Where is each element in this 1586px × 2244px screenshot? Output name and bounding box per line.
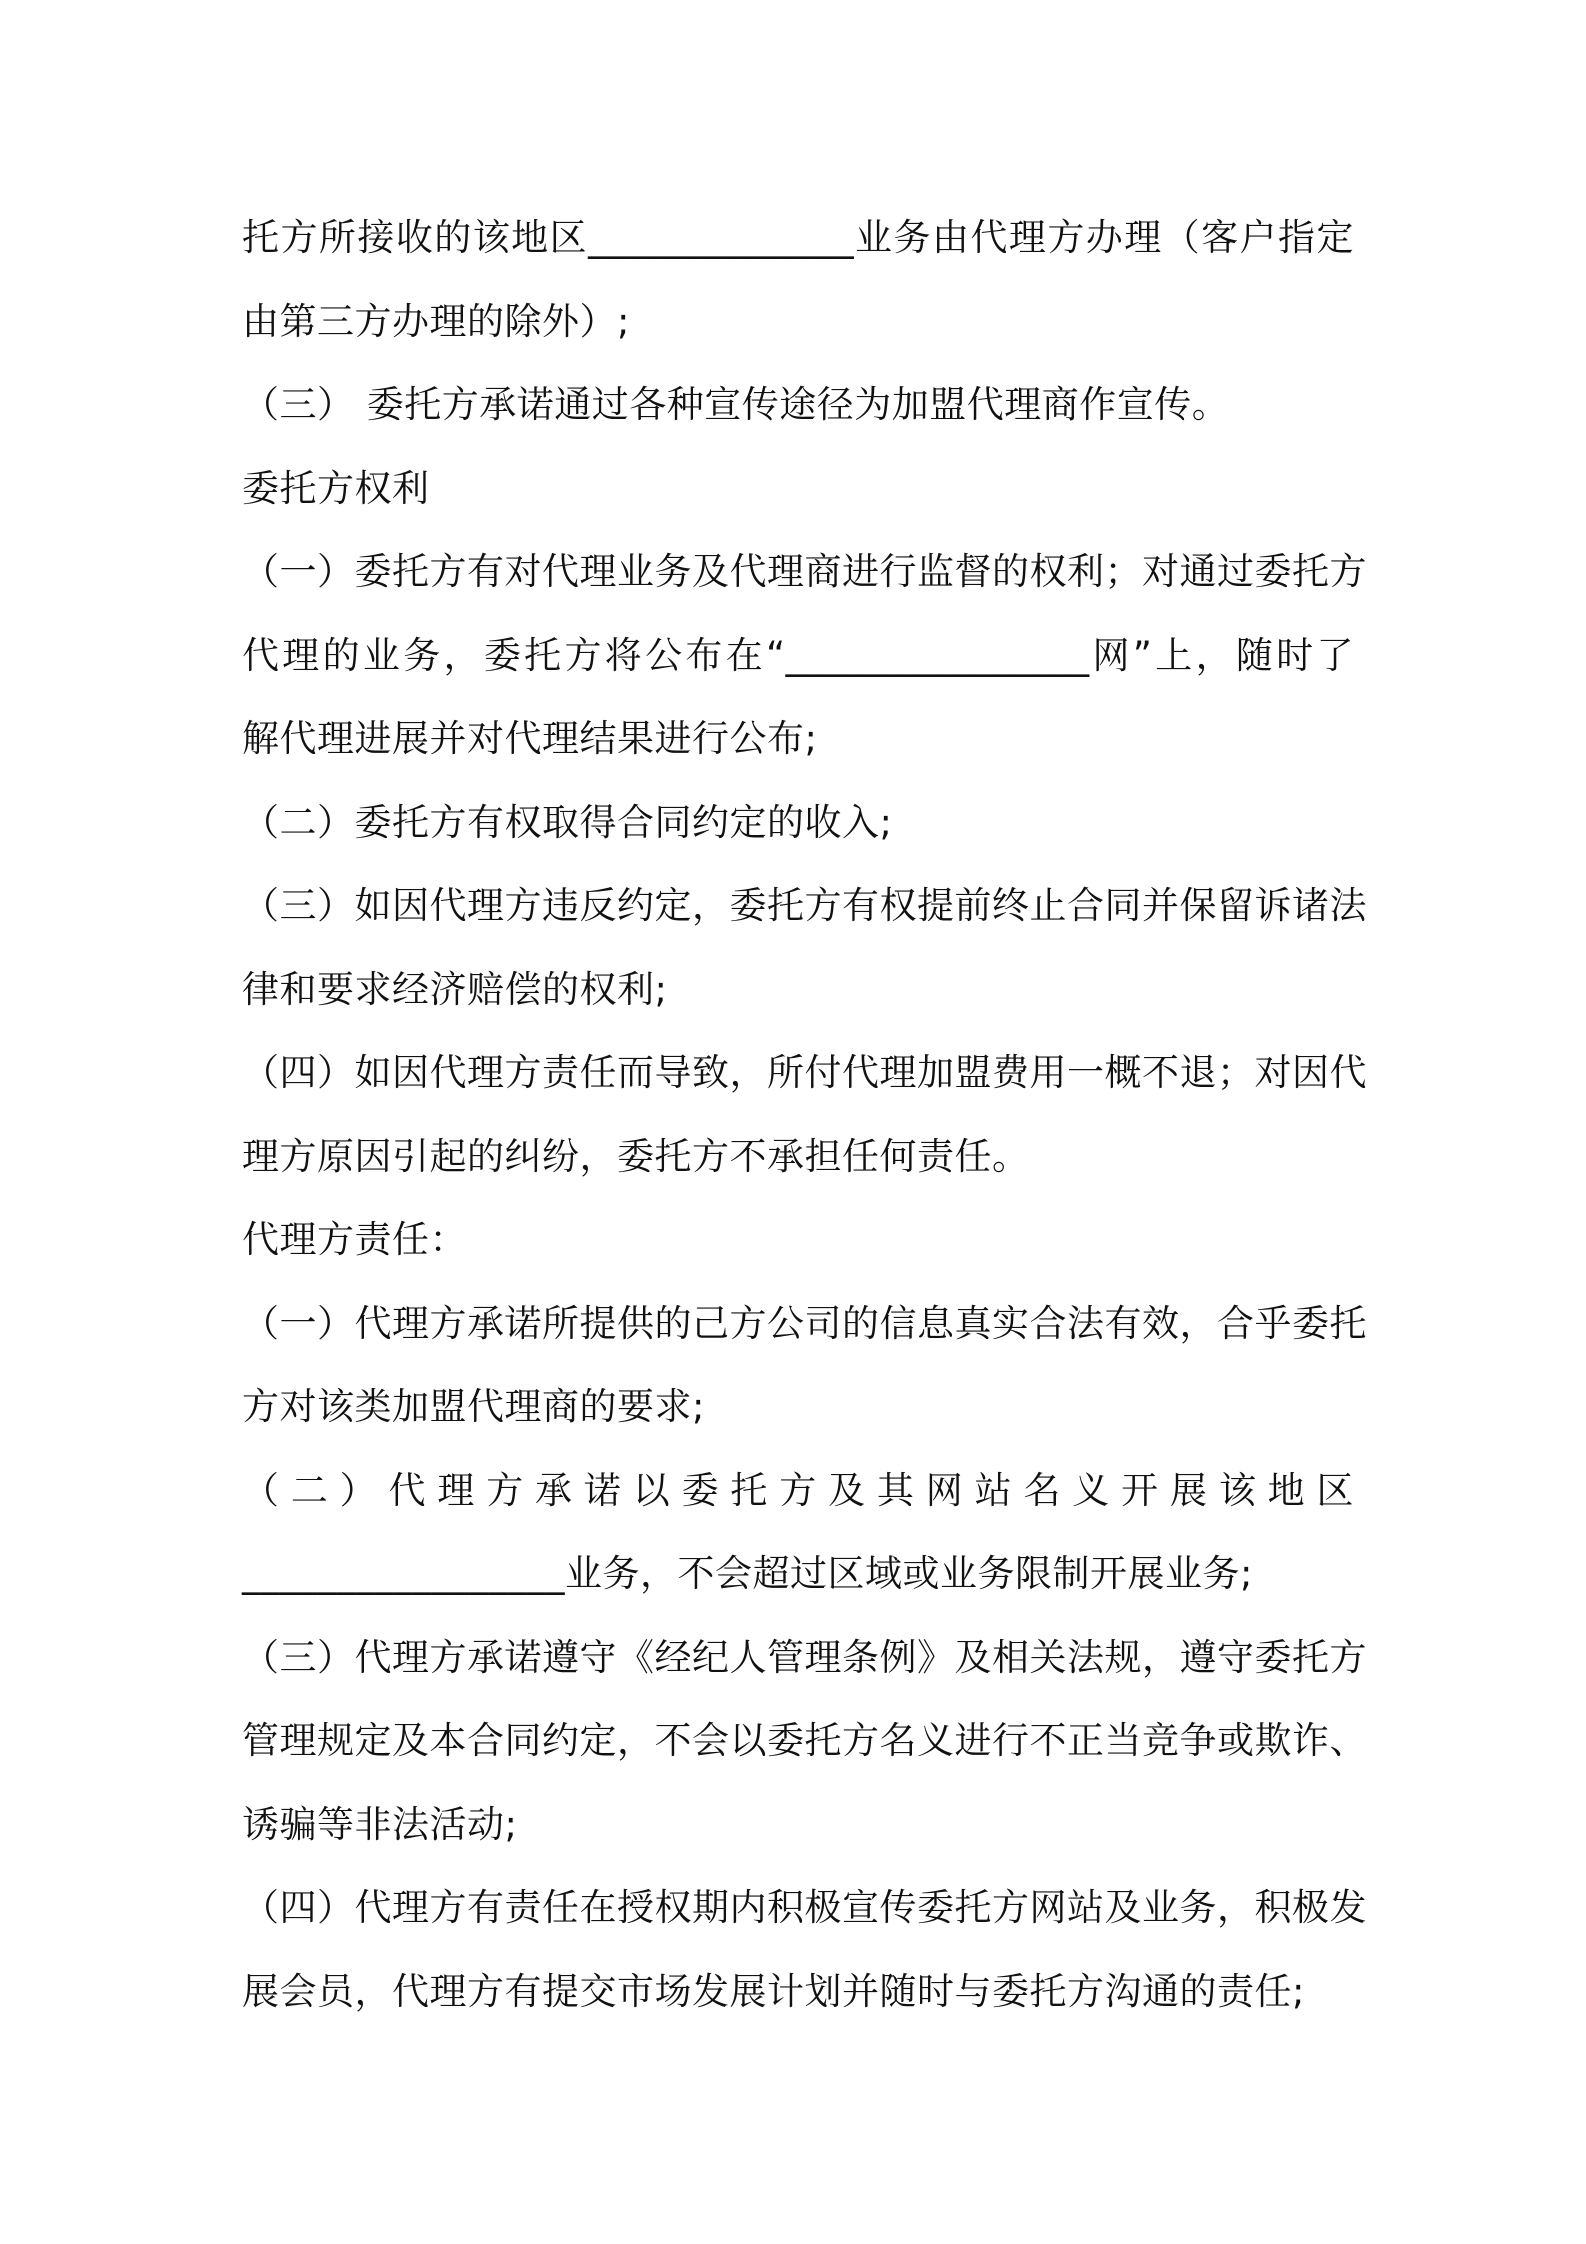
text-line: 由第三方办理的除外）; [242, 299, 630, 343]
text-line: 方对该类加盟代理商的要求; [242, 1385, 705, 1428]
section-heading: 委托方权利 [242, 466, 430, 510]
text-line: 托方所接收的该地区______________业务由代理方办理（客户指定 [242, 216, 1354, 259]
text-line: （二）委托方有权取得合同约定的收入; [242, 800, 893, 844]
text-line: （一）委托方有对代理业务及代理商进行监督的权利；对通过委托方 [242, 550, 1367, 593]
text-line: （四）如因代理方责任而导致，所付代理加盟费用一概不退；对因代 [242, 1051, 1367, 1094]
section-heading: 代理方责任： [242, 1218, 467, 1261]
text-line: 诱骗等非法活动; [242, 1802, 518, 1846]
text-line: （三）代理方承诺遵守《经纪人管理条例》及相关法规，遵守委托方 [242, 1635, 1367, 1679]
document-body [242, 196, 1367, 2033]
text-line: （二）代理方承诺以委托方及其网站名义开展该地区 [242, 1468, 1354, 1512]
text-line: 解代理进展并对代理结果进行公布; [242, 717, 818, 760]
text-line: （一）代理方承诺所提供的己方公司的信息真实合法有效，合乎委托 [242, 1301, 1367, 1345]
text-line: 律和要求经济赔偿的权利; [242, 967, 668, 1011]
text-line: （三）如因代理方违反约定，委托方有权提前终止合同并保留诉诸法 [242, 884, 1367, 927]
text-line: 理方原因引起的纠纷，委托方不承担任何责任。 [242, 1134, 1030, 1178]
text-line: _________________业务，不会超过区域或业务限制开展业务; [242, 1552, 1253, 1595]
text-line: 展会员，代理方有提交市场发展计划并随时与委托方沟通的责任; [242, 1969, 1305, 2013]
text-line: （四）代理方有责任在授权期内积极宣传委托方网站及业务，积极发 [242, 1886, 1367, 1929]
text-line: 代理的业务，委托方将公布在“________________网”上，随时了 [242, 633, 1354, 677]
text-line: 管理规定及本合同约定，不会以委托方名义进行不正当竞争或欺诈、 [242, 1719, 1367, 1762]
text-line: （三） 委托方承诺通过各种宣传途径为加盟代理商作宣传。 [242, 383, 1230, 426]
